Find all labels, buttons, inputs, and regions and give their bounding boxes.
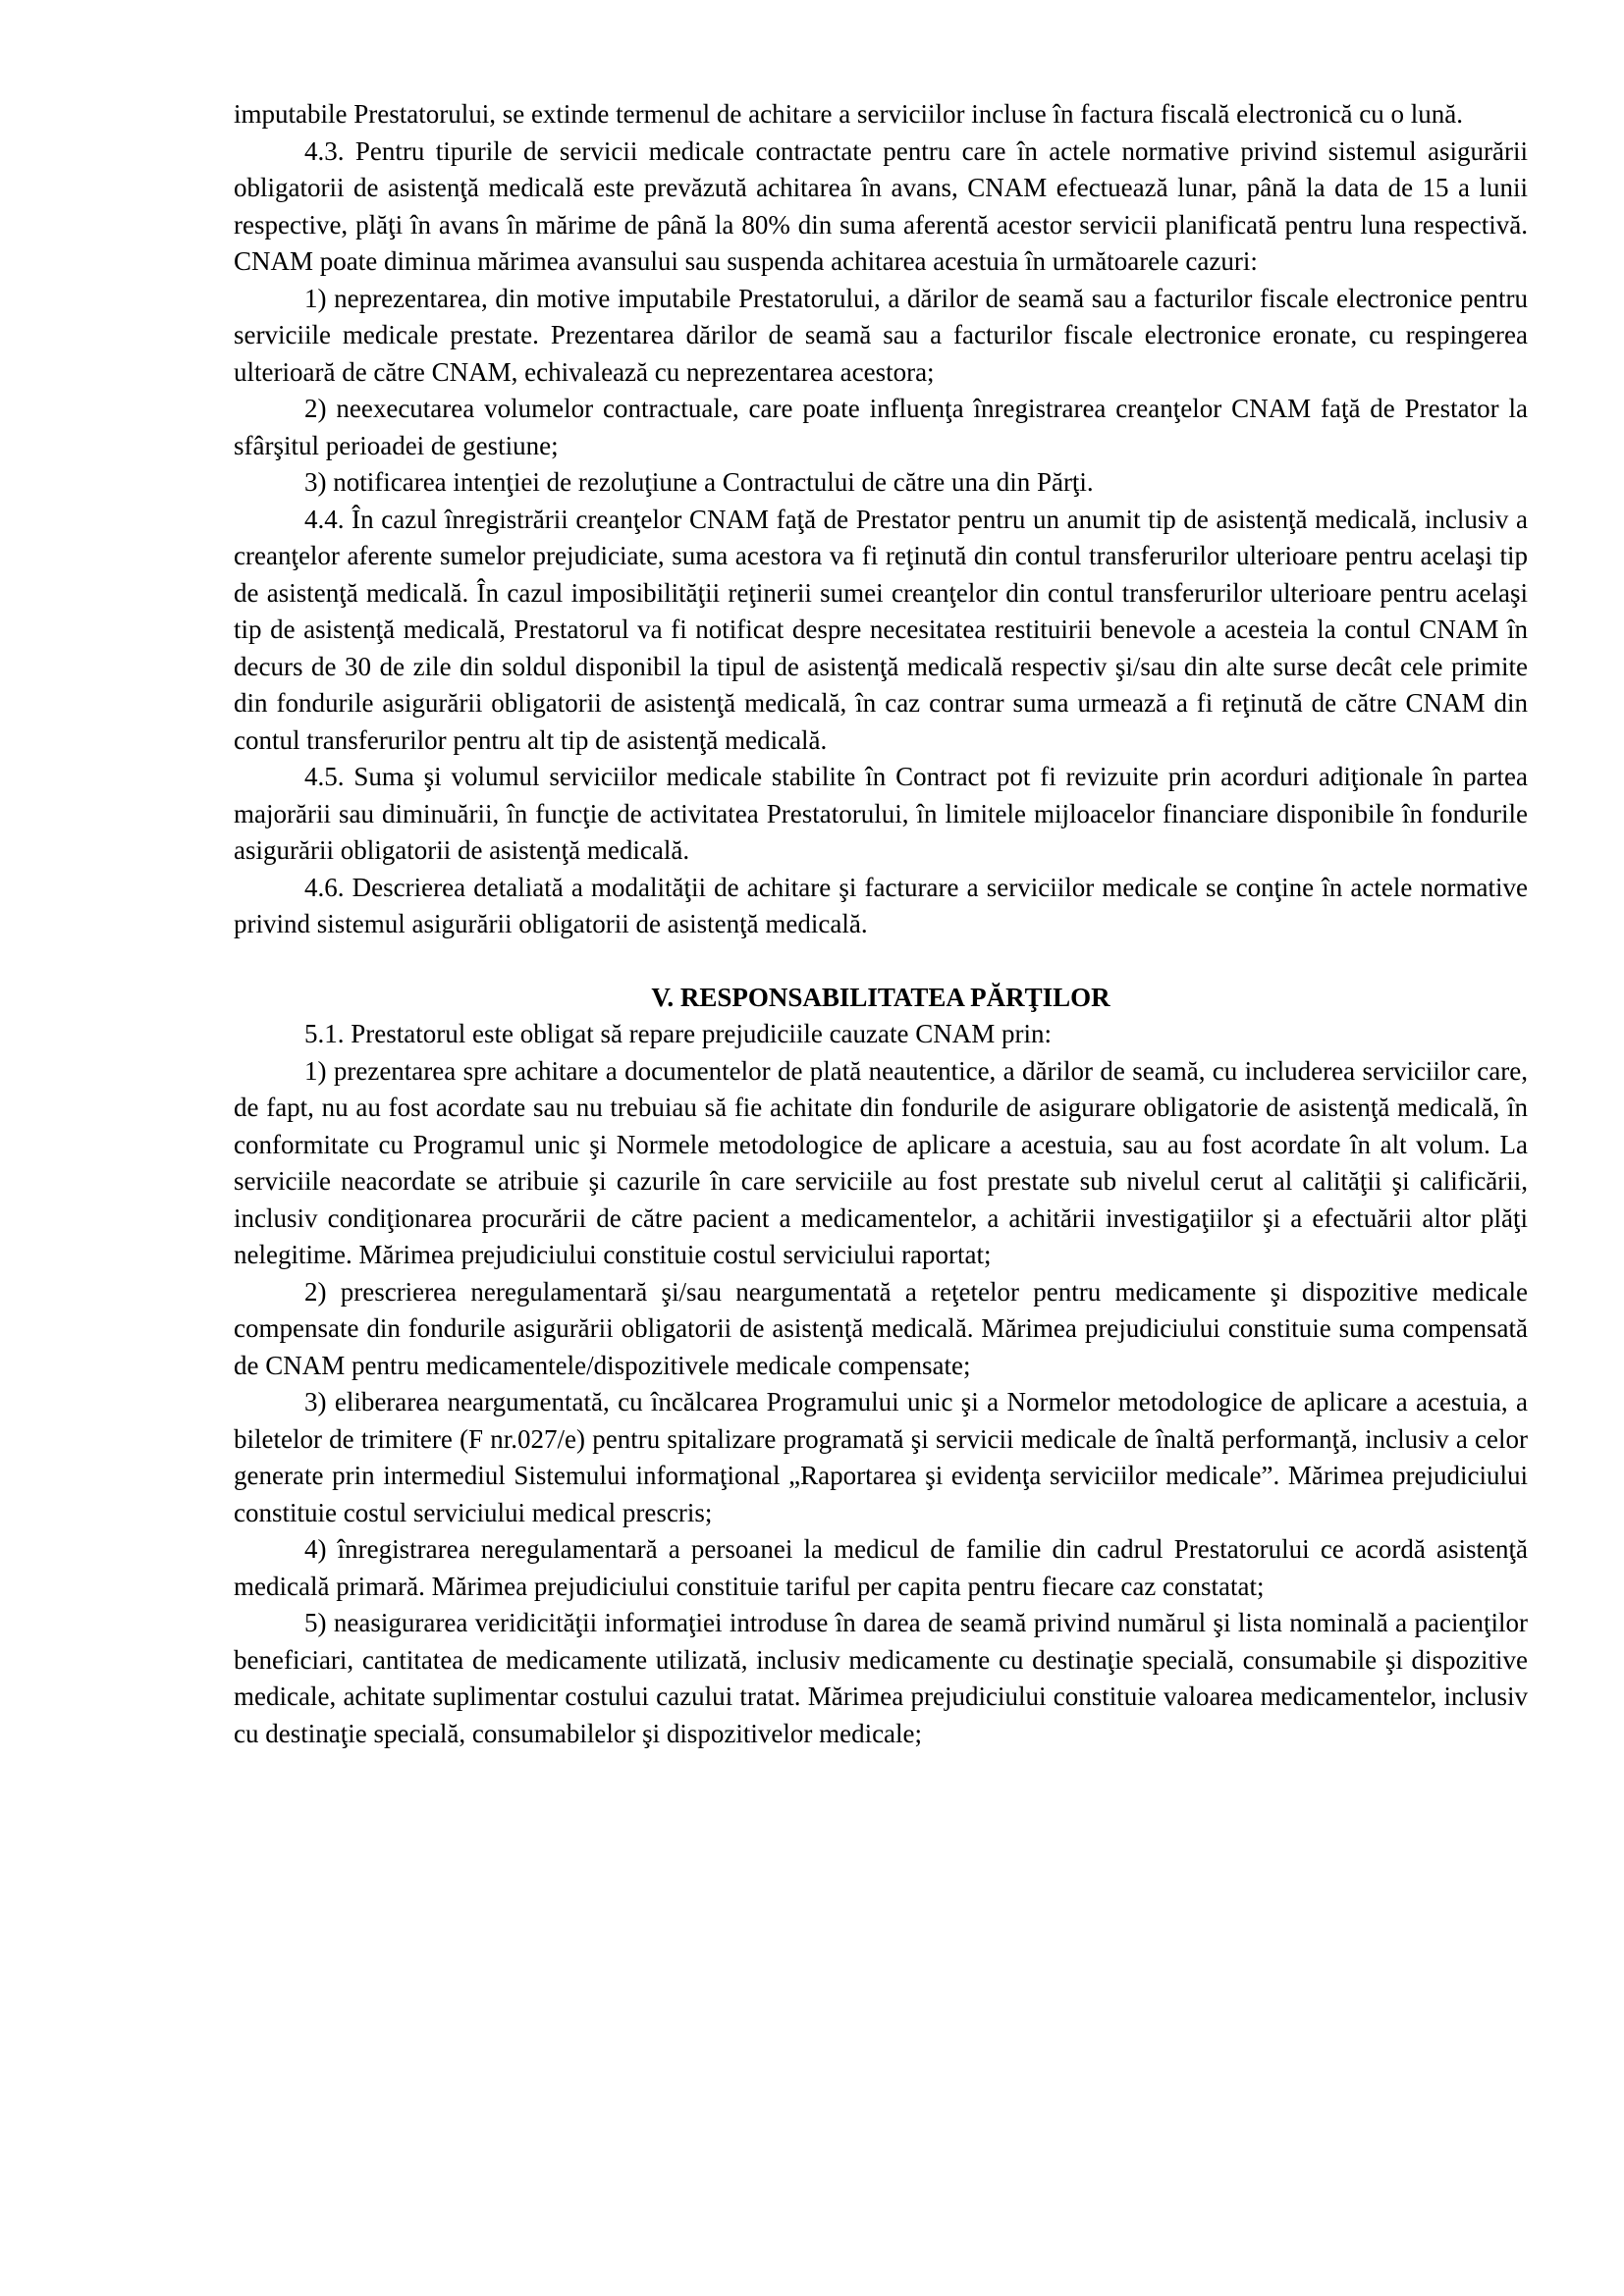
section-4-continuation [234, 96, 1528, 943]
section-5-body [234, 1016, 1528, 1752]
list-item-3: 3) eliberarea neargumentată, cu încălcarea Programului unic şi a Normelor metodologice de aplicare a acestuia, a biletelor de trimitere (F nr.027/e) pentru spitalizare programată şi servicii medicale de înaltă performanţă, inclusiv a celor generate prin intermediul Sistemului informaţional „Raportarea şi evidenţa serviciilor medicale”. Mărimea prejudiciului constituie costul serviciului medical prescris; [234, 1387, 1528, 1527]
paragraph-4-6: 4.6. Descrierea detaliată a modalităţii de achitare şi facturare a serviciilor medicale se conţine în actele normative privind sistemul asigurării obligatorii de asistenţă medicală. [234, 872, 1528, 938]
paragraph-4-3: 4.3. Pentru tipurile de servicii medicale contractate pentru care în actele normative privind sistemul asigurării obligatorii de asistenţă medicală este prevăzută achitarea în avans, CNAM efectuează lunar, până la data de 15 a lunii respective, plăţi în avans în mărime de până la 80% din suma aferentă acestor servicii planificată pentru luna respectivă. CNAM poate diminua mărimea avansului sau suspenda achitarea acestuia în următoarele cazuri: [234, 135, 1528, 276]
list-item-4: 4) înregistrarea neregulamentară a persoanei la medicul de familie din cadrul Prestatorului ce acordă asistenţă medicală primară. Mărimea prejudiciului constituie tariful per capita pentru fiecare caz constatat; [234, 1534, 1528, 1601]
list-item-3: 3) notificarea intenţiei de rezoluţiune a Contractului de către una din Părţi. [304, 467, 1094, 497]
paragraph-4-4: 4.4. În cazul înregistrării creanţelor CNAM faţă de Prestator pentru un anumit tip de asistenţă medicală, inclusiv a creanţelor aferente sumelor prejudiciate, suma acestora va fi reţinută din contul transferurilor ulterioare pentru acelaşi tip de asistenţă medicală. În cazul imposibilităţii reţinerii sumei creanţelor din contul transferurilor ulterioare pentru acelaşi tip de asistenţă medicală, Prestatorul va fi notificat despre necesitatea restituirii benevole a acesteia la contul CNAM în decurs de 30 de zile din soldul disponibil la tipul de asistenţă medicală respectiv şi/sau din alte surse decât cele primite din fondurile asigurării obligatorii de asistenţă medicală, în caz contrar suma urmează a fi reţinută de către CNAM din contul transferurilor pentru alt tip de asistenţă medicală. [234, 504, 1528, 755]
list-item-1: 1) prezentarea spre achitare a documentelor de plată neautentice, a dărilor de seamă, cu includerea serviciilor care, de fapt, nu au fost acordate sau nu trebuiau să fie achitate din fondurile de asigurare obligatorie de asistenţă medicală, în conformitate cu Programul unic şi Normele metodologice de aplicare a acestuia, sau au fost acordate în alt volum. La serviciile neacordate se atribuie şi cazurile în care serviciile au fost prestate sub nivelul cerut al calităţii şi calificării, inclusiv condiţionarea procurării de către pacient a medicamentelor, a achitării investigaţiilor şi a efectuării altor plăţi nelegitime. Mărimea prejudiciului constituie costul serviciului raportat; [234, 1055, 1528, 1269]
paragraph: imputabile Prestatorului, se extinde termenul de achitare a serviciilor incluse în factura fiscală electronică cu o lună. [234, 99, 1463, 129]
section-5-heading: V. RESPONSABILITATEA PĂRŢILOR [651, 982, 1110, 1012]
paragraph-4-5: 4.5. Suma şi volumul serviciilor medicale stabilite în Contract pot fi revizuite prin acorduri adiţionale în partea majorării sau diminuării, în funcţie de activitatea Prestatorului, în limitele mijloacelor financiare disponibile în fondurile asigurării obligatorii de asistenţă medicală. [234, 762, 1528, 865]
list-item-5: 5) neasigurarea veridicităţii informaţiei introduse în darea de seamă privind numărul şi lista nominală a pacienţilor beneficiari, cantitatea de medicamente utilizată, inclusiv medicamente cu destinaţie specială, consumabile şi dispozitive medicale, achitate suplimentar costului cazului tratat. Mărimea prejudiciului constituie valoarea medicamentelor, inclusiv cu destinaţie specială, consumabilelor şi dispozitivelor medicale; [234, 1608, 1528, 1748]
list-item-2: 2) prescrierea neregulamentară şi/sau neargumentată a reţetelor pentru medicamente şi dispozitive medicale compensate din fondurile asigurării obligatorii de asistenţă medicală. Mărimea prejudiciului constituie suma compensată de CNAM pentru medicamentele/dispozitivele medicale compensate; [234, 1276, 1528, 1380]
list-item-1: 1) neprezentarea, din motive imputabile Prestatorului, a dărilor de seamă sau a facturilor fiscale electronice pentru serviciile medicale prestate. Prezentarea dărilor de seamă sau a facturilor fiscale electronice eronate, cu respingerea ulterioară de către CNAM, echivalează cu neprezentarea acestora; [234, 283, 1528, 387]
list-item-2: 2) neexecutarea volumelor contractuale, care poate influenţa înregistrarea creanţelor CNAM faţă de Prestator la sfârşitul perioadei de gestiune; [234, 394, 1528, 460]
paragraph-5-1: 5.1. Prestatorul este obligat să repare prejudiciile cauzate CNAM prin: [304, 1019, 1052, 1048]
section-gap [234, 943, 1528, 980]
